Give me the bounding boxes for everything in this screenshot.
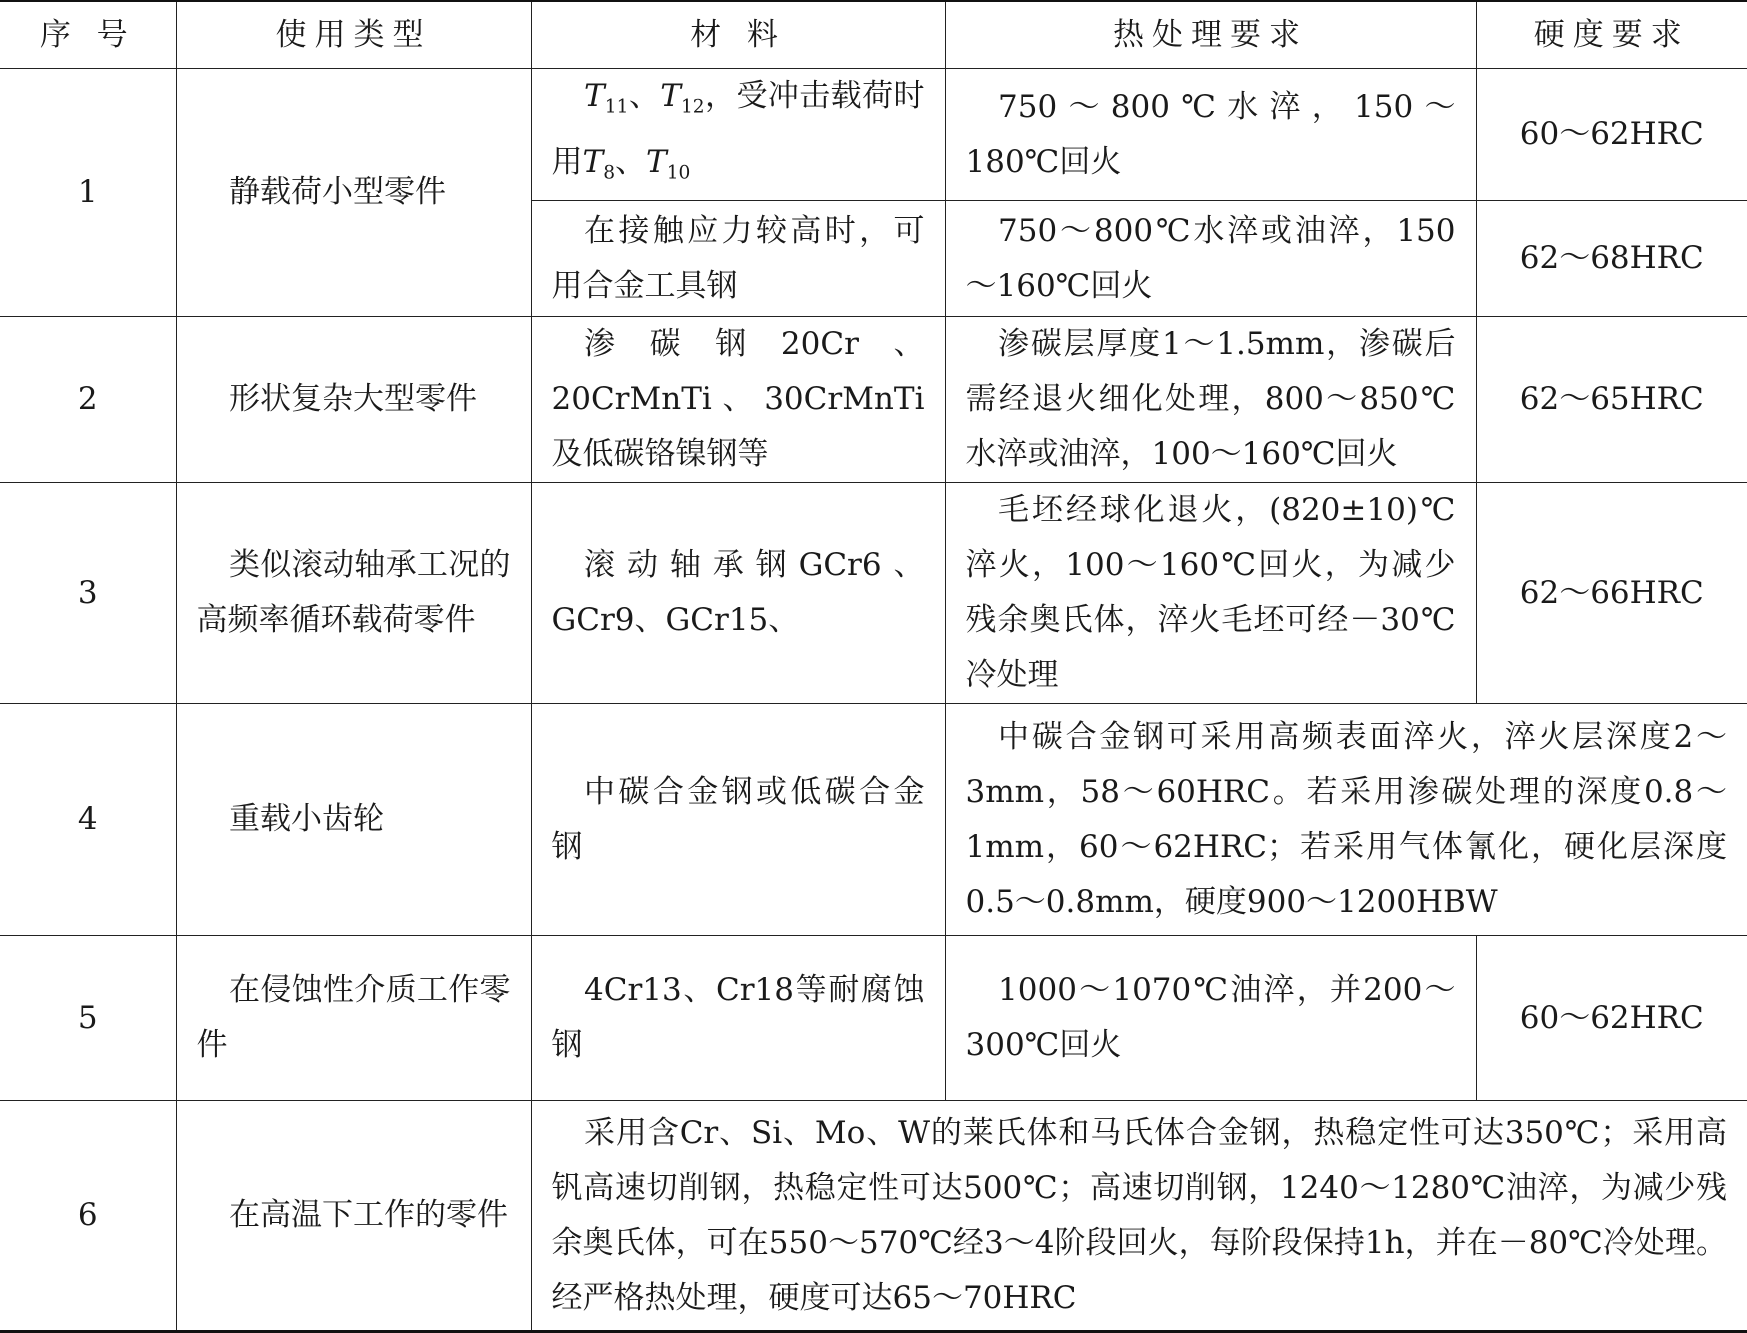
row-number: 3 bbox=[0, 483, 176, 704]
row-number: 1 bbox=[0, 69, 176, 317]
material-text: T bbox=[660, 78, 681, 114]
header-row bbox=[0, 1, 1747, 69]
hardness: 60～62HRC bbox=[1476, 936, 1747, 1101]
table-row bbox=[0, 317, 1747, 483]
header-type: 使用类型 bbox=[176, 1, 531, 69]
material: 滚动轴承钢GCr6、GCr9、GCr15、 bbox=[531, 483, 945, 704]
hardness: 62～65HRC bbox=[1476, 317, 1747, 483]
material-text: T bbox=[582, 143, 604, 180]
heat-treatment: 毛坯经球化退火，(820±10)℃淬火，100～160℃回火，为减少残余奥氏体，淬火毛坯可经－30℃冷处理 bbox=[945, 483, 1476, 704]
usage-type: 静载荷小型零件 bbox=[176, 69, 531, 317]
table-row bbox=[0, 936, 1747, 1101]
hardness: 60～62HRC bbox=[1476, 69, 1747, 201]
heat-treatment: 中碳合金钢可采用高频表面淬火，淬火层深度2～3mm，58～60HRC。若采用渗碳处理的深度0.8～1mm，60～62HRC；若采用气体氰化，硬化层深度0.5～0.8mm，硬度900～1200HBW bbox=[945, 704, 1747, 936]
row-number: 5 bbox=[0, 936, 176, 1101]
material-subscript: 10 bbox=[666, 162, 691, 183]
row-number: 4 bbox=[0, 704, 176, 936]
header-heat: 热处理要求 bbox=[945, 1, 1476, 69]
hardness: 62～66HRC bbox=[1476, 483, 1747, 704]
material bbox=[531, 69, 945, 201]
material-text: T bbox=[584, 78, 605, 114]
heat-treatment: 750～800℃水淬，150～180℃回火 bbox=[945, 69, 1476, 201]
table-row bbox=[0, 704, 1747, 936]
header-material: 材 料 bbox=[531, 1, 945, 69]
table-row bbox=[0, 69, 1747, 201]
material-text: ，受冲击载荷时用 bbox=[551, 78, 925, 180]
row-number: 2 bbox=[0, 317, 176, 483]
material: 4Cr13、Cr18等耐腐蚀钢 bbox=[531, 936, 945, 1101]
material: 渗碳钢20Cr、20CrMnTi、30CrMnTi及低碳铬镍钢等 bbox=[531, 317, 945, 483]
heat-treatment: 750～800℃水淬或油淬，150～160℃回火 bbox=[945, 201, 1476, 317]
material-text: 、 bbox=[615, 143, 647, 180]
material-subscript: 12 bbox=[680, 96, 705, 118]
header-hardness: 硬度要求 bbox=[1476, 1, 1747, 69]
usage-type: 重载小齿轮 bbox=[176, 704, 531, 936]
usage-type: 在高温下工作的零件 bbox=[176, 1101, 531, 1332]
material: 在接触应力较高时，可用合金工具钢 bbox=[531, 201, 945, 317]
material-text: 、 bbox=[628, 78, 661, 114]
row-number: 6 bbox=[0, 1101, 176, 1332]
hardness: 62～68HRC bbox=[1476, 201, 1747, 317]
usage-type: 形状复杂大型零件 bbox=[176, 317, 531, 483]
heat-treatment: 渗碳层厚度1～1.5mm，渗碳后需经退火细化处理，800～850℃水淬或油淬，100～160℃回火 bbox=[945, 317, 1476, 483]
material-subscript: 8 bbox=[603, 162, 616, 183]
usage-type: 类似滚动轴承工况的高频率循环载荷零件 bbox=[176, 483, 531, 704]
heat-treatment: 1000～1070℃油淬，并200～300℃回火 bbox=[945, 936, 1476, 1101]
header-no: 序 号 bbox=[0, 1, 176, 69]
material-text: T bbox=[646, 143, 667, 180]
usage-type: 在侵蚀性介质工作零件 bbox=[176, 936, 531, 1101]
material-subscript: 11 bbox=[604, 96, 629, 118]
heat-treatment: 采用含Cr、Si、Mo、W的莱氏体和马氏体合金钢，热稳定性可达350℃；采用高钒高速切削钢，热稳定性可达500℃；高速切削钢，1240～1280℃油淬，为减少残余奥氏体，可在550～570℃经3～4阶段回火，每阶段保持1h，并在－80℃冷处理。经严格热处理，硬度可达65～70HRC bbox=[531, 1101, 1747, 1332]
material: 中碳合金钢或低碳合金钢 bbox=[531, 704, 945, 936]
table-row bbox=[0, 1101, 1747, 1332]
table-row bbox=[0, 483, 1747, 704]
